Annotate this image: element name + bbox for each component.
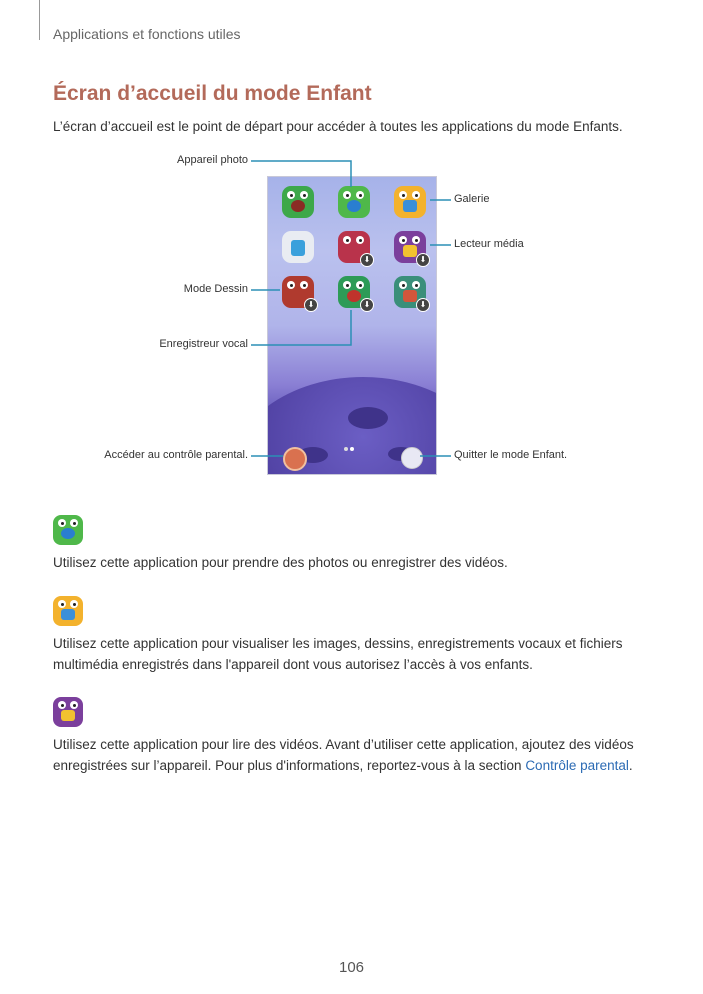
callout-voice-recorder: Enregistreur vocal (159, 338, 248, 350)
page-title: Écran d’accueil du mode Enfant (53, 82, 372, 105)
download-badge-icon: ⬇ (360, 253, 374, 267)
callout-parental: Accéder au contrôle parental. (104, 449, 248, 461)
page-number: 106 (338, 959, 365, 976)
callout-exit: Quitter le mode Enfant. (454, 449, 568, 461)
text-span: enregistrées sur l’appareil. Pour plus d'informations, reportez-vous à la section (53, 758, 526, 773)
callout-camera: Appareil photo (177, 154, 248, 166)
gallery-app-icon (53, 596, 83, 626)
gallery-description-line1: Utilisez cette application pour visualiser les images, dessins, enregistrements vocaux et fichiers (53, 636, 623, 651)
callout-media-player: Lecteur média (454, 238, 524, 250)
download-badge-icon: ⬇ (360, 298, 374, 312)
download-badge-icon: ⬇ (416, 253, 430, 267)
callout-gallery: Galerie (454, 193, 490, 205)
intro-text: L’écran d’accueil est le point de départ pour accéder à toutes les applications du mode Enfants. (53, 119, 623, 134)
running-header: Applications et fonctions utiles (53, 26, 241, 42)
media-player-description (53, 734, 653, 776)
camera-app-icon (53, 515, 83, 545)
gallery-description (53, 633, 653, 675)
callout-drawing: Mode Dessin (183, 283, 248, 295)
media-player-description-line1: Utilisez cette application pour lire des vidéos. Avant d’utiliser cette application, ajoutez des vidéos (53, 737, 634, 752)
media-player-description-line2 (53, 755, 653, 776)
media-player-app-icon (53, 697, 83, 727)
parental-control-link[interactable]: Contrôle parental (525, 758, 629, 773)
download-badge-icon: ⬇ (304, 298, 318, 312)
camera-description: Utilisez cette application pour prendre des photos ou enregistrer des vidéos. (53, 555, 508, 570)
text-span: . (628, 758, 633, 773)
download-badge-icon: ⬇ (416, 298, 430, 312)
gallery-description-line2: multimédia enregistrés dans l'appareil dont vous autorisez l’accès à vos enfants. (53, 657, 533, 672)
